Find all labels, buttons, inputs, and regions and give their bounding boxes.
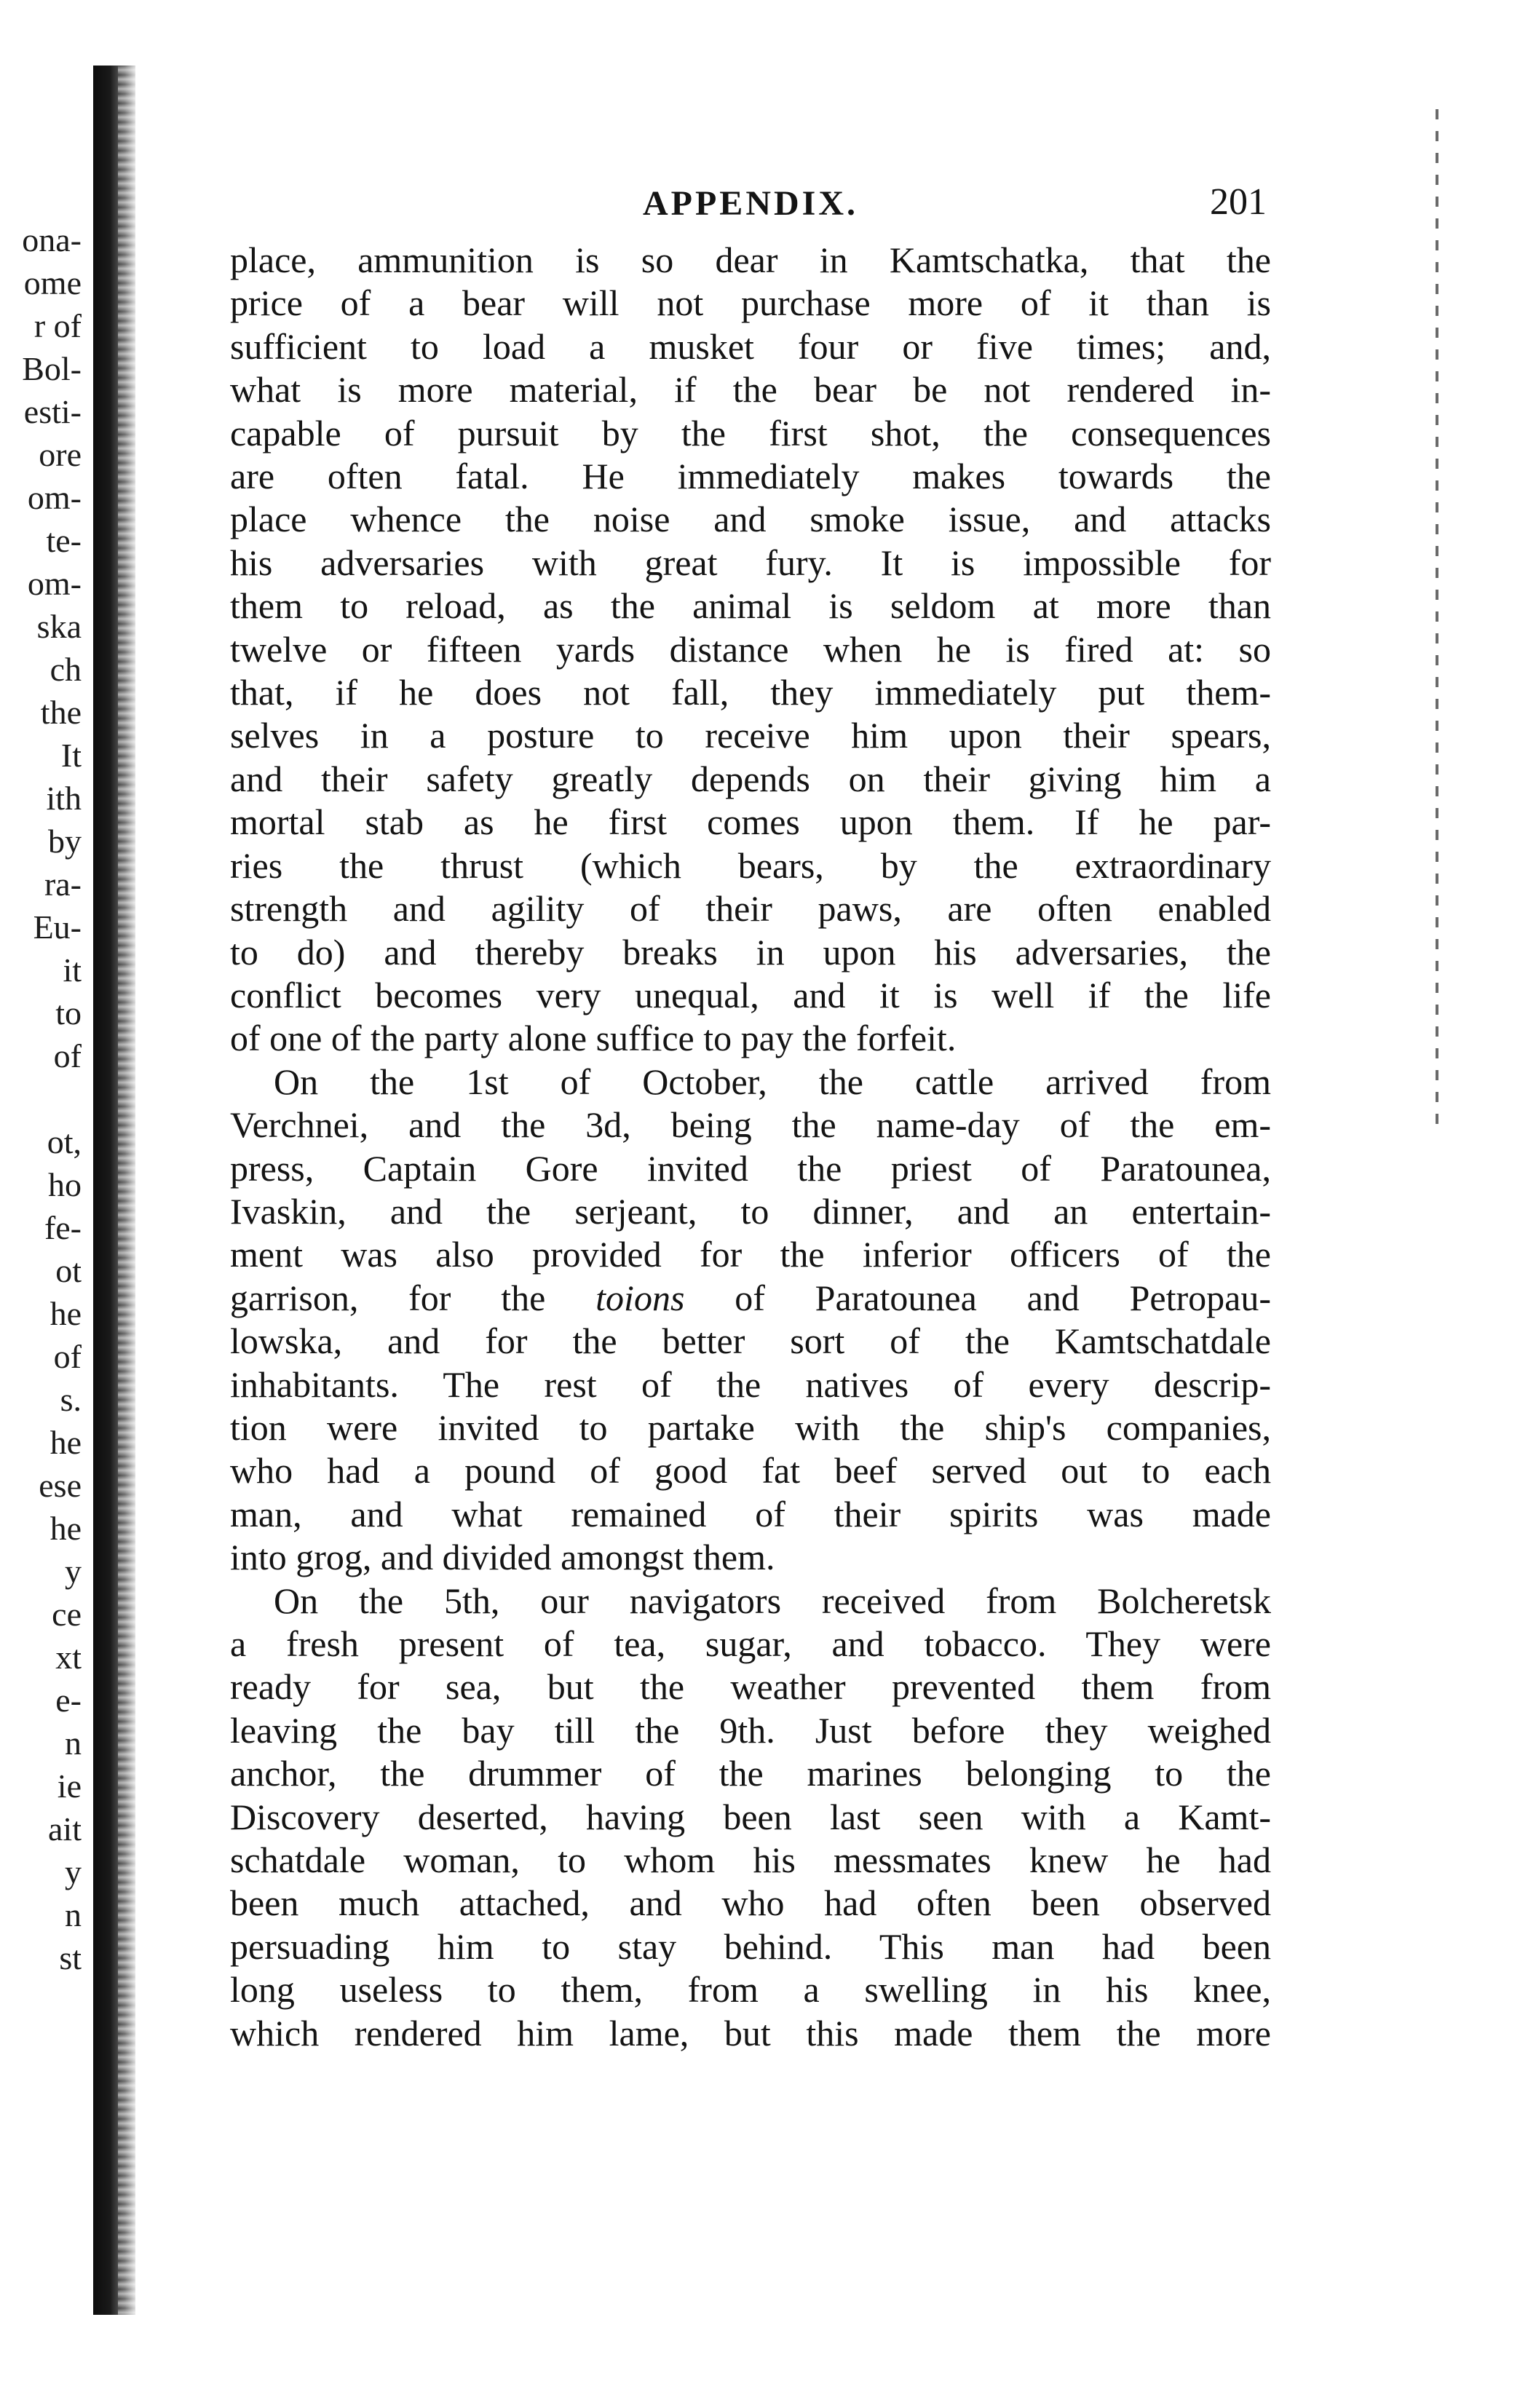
text-line: which rendered him lame, but this made them the more (230, 2012, 1271, 2053)
text-line: that, if he does not fall, they immediately put them- (230, 672, 1271, 713)
text-line: what is more material, if the bear be not rendered in- (230, 369, 1271, 411)
previous-page-fragment: ska (36, 608, 82, 645)
text-line: to do) and thereby breaks in upon his adversaries, the (230, 931, 1271, 973)
text-line: his adversaries with great fury. It is impossible for (230, 542, 1271, 583)
previous-page-fragment: ot (55, 1252, 82, 1289)
previous-page-fragment: of (53, 1338, 82, 1375)
previous-page-fragment: ore (39, 436, 82, 473)
previous-page-fragment: ho (48, 1166, 82, 1203)
text-line: are often fatal. He immediately makes towards the (230, 456, 1271, 497)
previous-page-fragment: ce (52, 1596, 82, 1633)
text-line: ries the thrust (which bears, by the extraordinary (230, 844, 1271, 886)
text-line: schatdale woman, to whom his messmates knew he had (230, 1839, 1271, 1881)
text-line: ready for sea, but the weather prevented them from (230, 1666, 1271, 1708)
previous-page-fragment: st (59, 1939, 82, 1976)
text-line: capable of pursuit by the first shot, the consequences (230, 412, 1271, 454)
text-line: Verchnei, and the 3d, being the name-day of the em- (230, 1104, 1271, 1146)
text-line: been much attached, and who had often been observed (230, 1882, 1271, 1924)
text-line: and their safety greatly depends on their giving him a (230, 758, 1271, 799)
text-line: selves in a posture to receive him upon their spears, (230, 715, 1271, 756)
text-line: twelve or fifteen yards distance when he is fired at: so (230, 628, 1271, 670)
previous-page-fragment: he (50, 1295, 82, 1332)
text-line: conflict becomes very unequal, and it is well if the life (230, 974, 1271, 1015)
previous-page-fragment: It (60, 737, 82, 774)
text-line: long useless to them, from a swelling in his knee, (230, 1969, 1271, 2011)
previous-page-fragment: s. (60, 1381, 82, 1418)
previous-page-fragment: it (63, 951, 82, 989)
text-line: them to reload, as the animal is seldom at more than (230, 585, 1271, 627)
text-segment: garrison, for the (230, 1277, 596, 1318)
previous-page-fragment: n (65, 1724, 82, 1762)
previous-page-fragment (0, 1077, 82, 1120)
previous-page-fragment: the (40, 694, 82, 731)
text-line: mortal stab as he first comes upon them. If he par- (230, 801, 1271, 843)
text-line: into grog, and divided amongst them. (230, 1537, 775, 1578)
text-line: press, Captain Gore invited the priest of Paratounea, (230, 1147, 1271, 1189)
previous-page-fragment: n (65, 1896, 82, 1933)
previous-page-fragment: fe- (44, 1209, 82, 1246)
text-line: On the 5th, our navigators received from Bolcheretsk (274, 1580, 1271, 1621)
text-line: leaving the bay till the 9th. Just before they weighed (230, 1709, 1271, 1751)
previous-page-fragment: Bol- (22, 350, 82, 387)
previous-page-fragment: ch (50, 651, 82, 688)
previous-page-fragment: y (65, 1553, 82, 1590)
previous-page-fragment: om- (27, 479, 82, 516)
previous-page-fragment: ese (39, 1467, 82, 1504)
previous-page-fragment: by (48, 823, 82, 860)
text-line: anchor, the drummer of the marines belonging to the (230, 1753, 1271, 1794)
text-line: lowska, and for the better sort of the Kamtschatdale (230, 1320, 1271, 1362)
text-line: man, and what remained of their spirits was made (230, 1493, 1271, 1534)
previous-page-fragment: of (53, 1037, 82, 1074)
previous-page-fragment: esti- (23, 393, 82, 430)
previous-page-fragment: ith (46, 780, 82, 817)
text-line: price of a bear will not purchase more of it than is (230, 282, 1271, 324)
paragraph-departure (230, 1580, 1271, 2055)
text-line: of one of the party alone suffice to pay the forfeit. (230, 1018, 957, 1059)
previous-page-fragment: ait (48, 1810, 82, 1847)
text-line: a fresh present of tea, sugar, and tobacco. They were (230, 1623, 1271, 1664)
running-head: APPENDIX. (643, 184, 858, 223)
binding-gutter-shadow (93, 66, 135, 2315)
page-header (234, 183, 1267, 231)
previous-page-fragment: ome (23, 264, 82, 301)
text-line: who had a pound of good fat beef served out to each (230, 1450, 1271, 1492)
text-line: inhabitants. The rest of the natives of every descrip- (230, 1363, 1271, 1405)
previous-page-fragment: ot, (47, 1123, 82, 1160)
text-line: sufficient to load a musket four or five times; and, (230, 325, 1271, 367)
right-page-edge (1436, 109, 1438, 1128)
text-line: On the 1st of October, the cattle arrived from (274, 1061, 1271, 1102)
page-number: 201 (1210, 181, 1267, 223)
text-line: Ivaskin, and the serjeant, to dinner, and an entertain- (230, 1190, 1271, 1232)
paragraph-bear-hunting (230, 239, 1271, 1061)
previous-page-fragment: Eu- (33, 908, 82, 946)
italic-term: toions (595, 1277, 685, 1318)
text-line: place, ammunition is so dear in Kamtschatka, that the (230, 239, 1271, 280)
previous-page-bleed-through (0, 218, 82, 1979)
text-line: ment was also provided for the inferior officers of the (230, 1234, 1271, 1275)
previous-page-fragment: ie (57, 1767, 82, 1805)
text-line: Discovery deserted, having been last seen with a Kamt- (230, 1796, 1271, 1837)
previous-page-fragment: he (50, 1424, 82, 1461)
body-text (230, 239, 1271, 2055)
text-line: strength and agility of their paws, are often enabled (230, 888, 1271, 930)
previous-page-fragment: r of (33, 307, 82, 344)
text-line: place whence the noise and smoke issue, and attacks (230, 499, 1271, 540)
text-line (230, 1277, 1271, 1320)
previous-page-fragment: to (55, 994, 82, 1031)
previous-page-fragment: om- (27, 565, 82, 602)
previous-page-fragment: xt (55, 1639, 82, 1676)
previous-page-fragment: he (50, 1510, 82, 1547)
text-segment: of Paratounea and Petropau- (684, 1277, 1271, 1318)
text-line: tion were invited to partake with the ship's companies, (230, 1406, 1271, 1448)
previous-page-fragment: ona- (22, 221, 82, 258)
paragraph-name-day (230, 1061, 1271, 1580)
previous-page-fragment: e- (55, 1682, 82, 1719)
previous-page-fragment: y (65, 1853, 82, 1890)
previous-page-fragment: te- (46, 522, 82, 559)
previous-page-fragment: ra- (44, 866, 82, 903)
text-line: persuading him to stay behind. This man had been (230, 1925, 1271, 1967)
